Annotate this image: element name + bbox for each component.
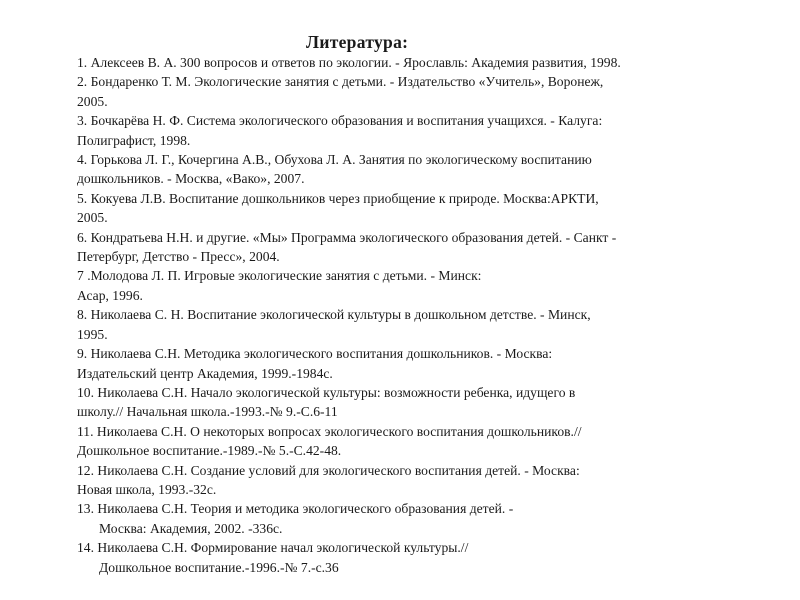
reference-text: 12. Николаева С.Н. Создание условий для экологического воспитания детей. - Москва: — [77, 462, 580, 478]
reference-text-continued: Асар, 1996. — [77, 287, 143, 303]
reference-text-continued: Полиграфист, 1998. — [77, 132, 191, 148]
reference-item — [77, 344, 737, 383]
reference-item — [77, 538, 737, 577]
reference-text-continued: школу.// Начальная школа.-1993.-№ 9.-С.6-11 — [77, 404, 338, 420]
reference-item — [77, 189, 737, 228]
reference-item — [77, 266, 737, 305]
reference-item — [77, 53, 737, 72]
reference-item — [77, 499, 737, 538]
page-title: Литература: — [306, 32, 409, 52]
reference-text-continued: 1995. — [77, 326, 108, 342]
reference-text-continued: 2005. — [77, 93, 108, 109]
reference-text: 3. Бочкарёва Н. Ф. Система экологического образования и воспитания учащихся. - Калуга: — [77, 113, 603, 129]
reference-text-continued: Москва: Академия, 2002. -336с. — [99, 520, 283, 536]
reference-text: 5. Кокуева Л.В. Воспитание дошкольников через приобщение к природе. Москва:АРКТИ, — [77, 190, 599, 206]
reference-item — [77, 72, 737, 111]
reference-item — [77, 422, 737, 461]
reference-text: 6. Кондратьева Н.Н. и другие. «Мы» Программа экологического образования детей. - Санкт - — [77, 229, 617, 245]
reference-text-continued: 2005. — [77, 210, 108, 226]
reference-text: 11. Николаева С.Н. О некоторых вопросах экологического воспитания дошкольников.// — [77, 423, 582, 439]
reference-text-continued: Издательский центр Академия, 1999.-1984с. — [77, 365, 333, 381]
reference-item — [77, 305, 737, 344]
reference-item — [77, 111, 737, 150]
reference-item — [77, 383, 737, 422]
reference-text: 13. Николаева С.Н. Теория и методика экологического образования детей. - — [77, 501, 514, 517]
reference-text: 10. Николаева С.Н. Начало экологической культуры: возможности ребенка, идущего в — [77, 384, 576, 400]
reference-text-continued: Новая школа, 1993.-32с. — [77, 481, 217, 497]
reference-text: 14. Николаева С.Н. Формирование начал экологической культуры.// — [77, 540, 469, 556]
reference-item — [77, 461, 737, 500]
reference-item — [77, 150, 737, 189]
reference-text: 2. Бондаренко Т. М. Экологические занятия с детьми. - Издательство «Учитель», Воронеж, — [77, 74, 604, 90]
reference-list — [77, 53, 737, 577]
reference-text: 7 .Молодова Л. П. Игровые экологические занятия с детьми. - Минск: — [77, 268, 482, 284]
reference-text: 4. Горькова Л. Г., Кочергина А.В., Обухова Л. А. Занятия по экологическому воспитанию — [77, 152, 592, 168]
reference-text-continued: Дошкольное воспитание.-1989.-№ 5.-С.42-48. — [77, 443, 342, 459]
reference-item — [77, 228, 737, 267]
reference-text: 8. Николаева С. Н. Воспитание экологической культуры в дошкольном детстве. - Минск, — [77, 307, 591, 323]
reference-text-continued: дошкольников. - Москва, «Вако», 2007. — [77, 171, 305, 187]
reference-text: 1. Алексеев В. А. 300 вопросов и ответов по экологии. - Ярославль: Академия развития, 1998. — [77, 55, 621, 70]
reference-text: 9. Николаева С.Н. Методика экологического воспитания дошкольников. - Москва: — [77, 346, 553, 362]
reference-text-continued: Дошкольное воспитание.-1996.-№ 7.-с.36 — [99, 559, 339, 575]
reference-text-continued: Петербург, Детство - Пресс», 2004. — [77, 249, 280, 265]
